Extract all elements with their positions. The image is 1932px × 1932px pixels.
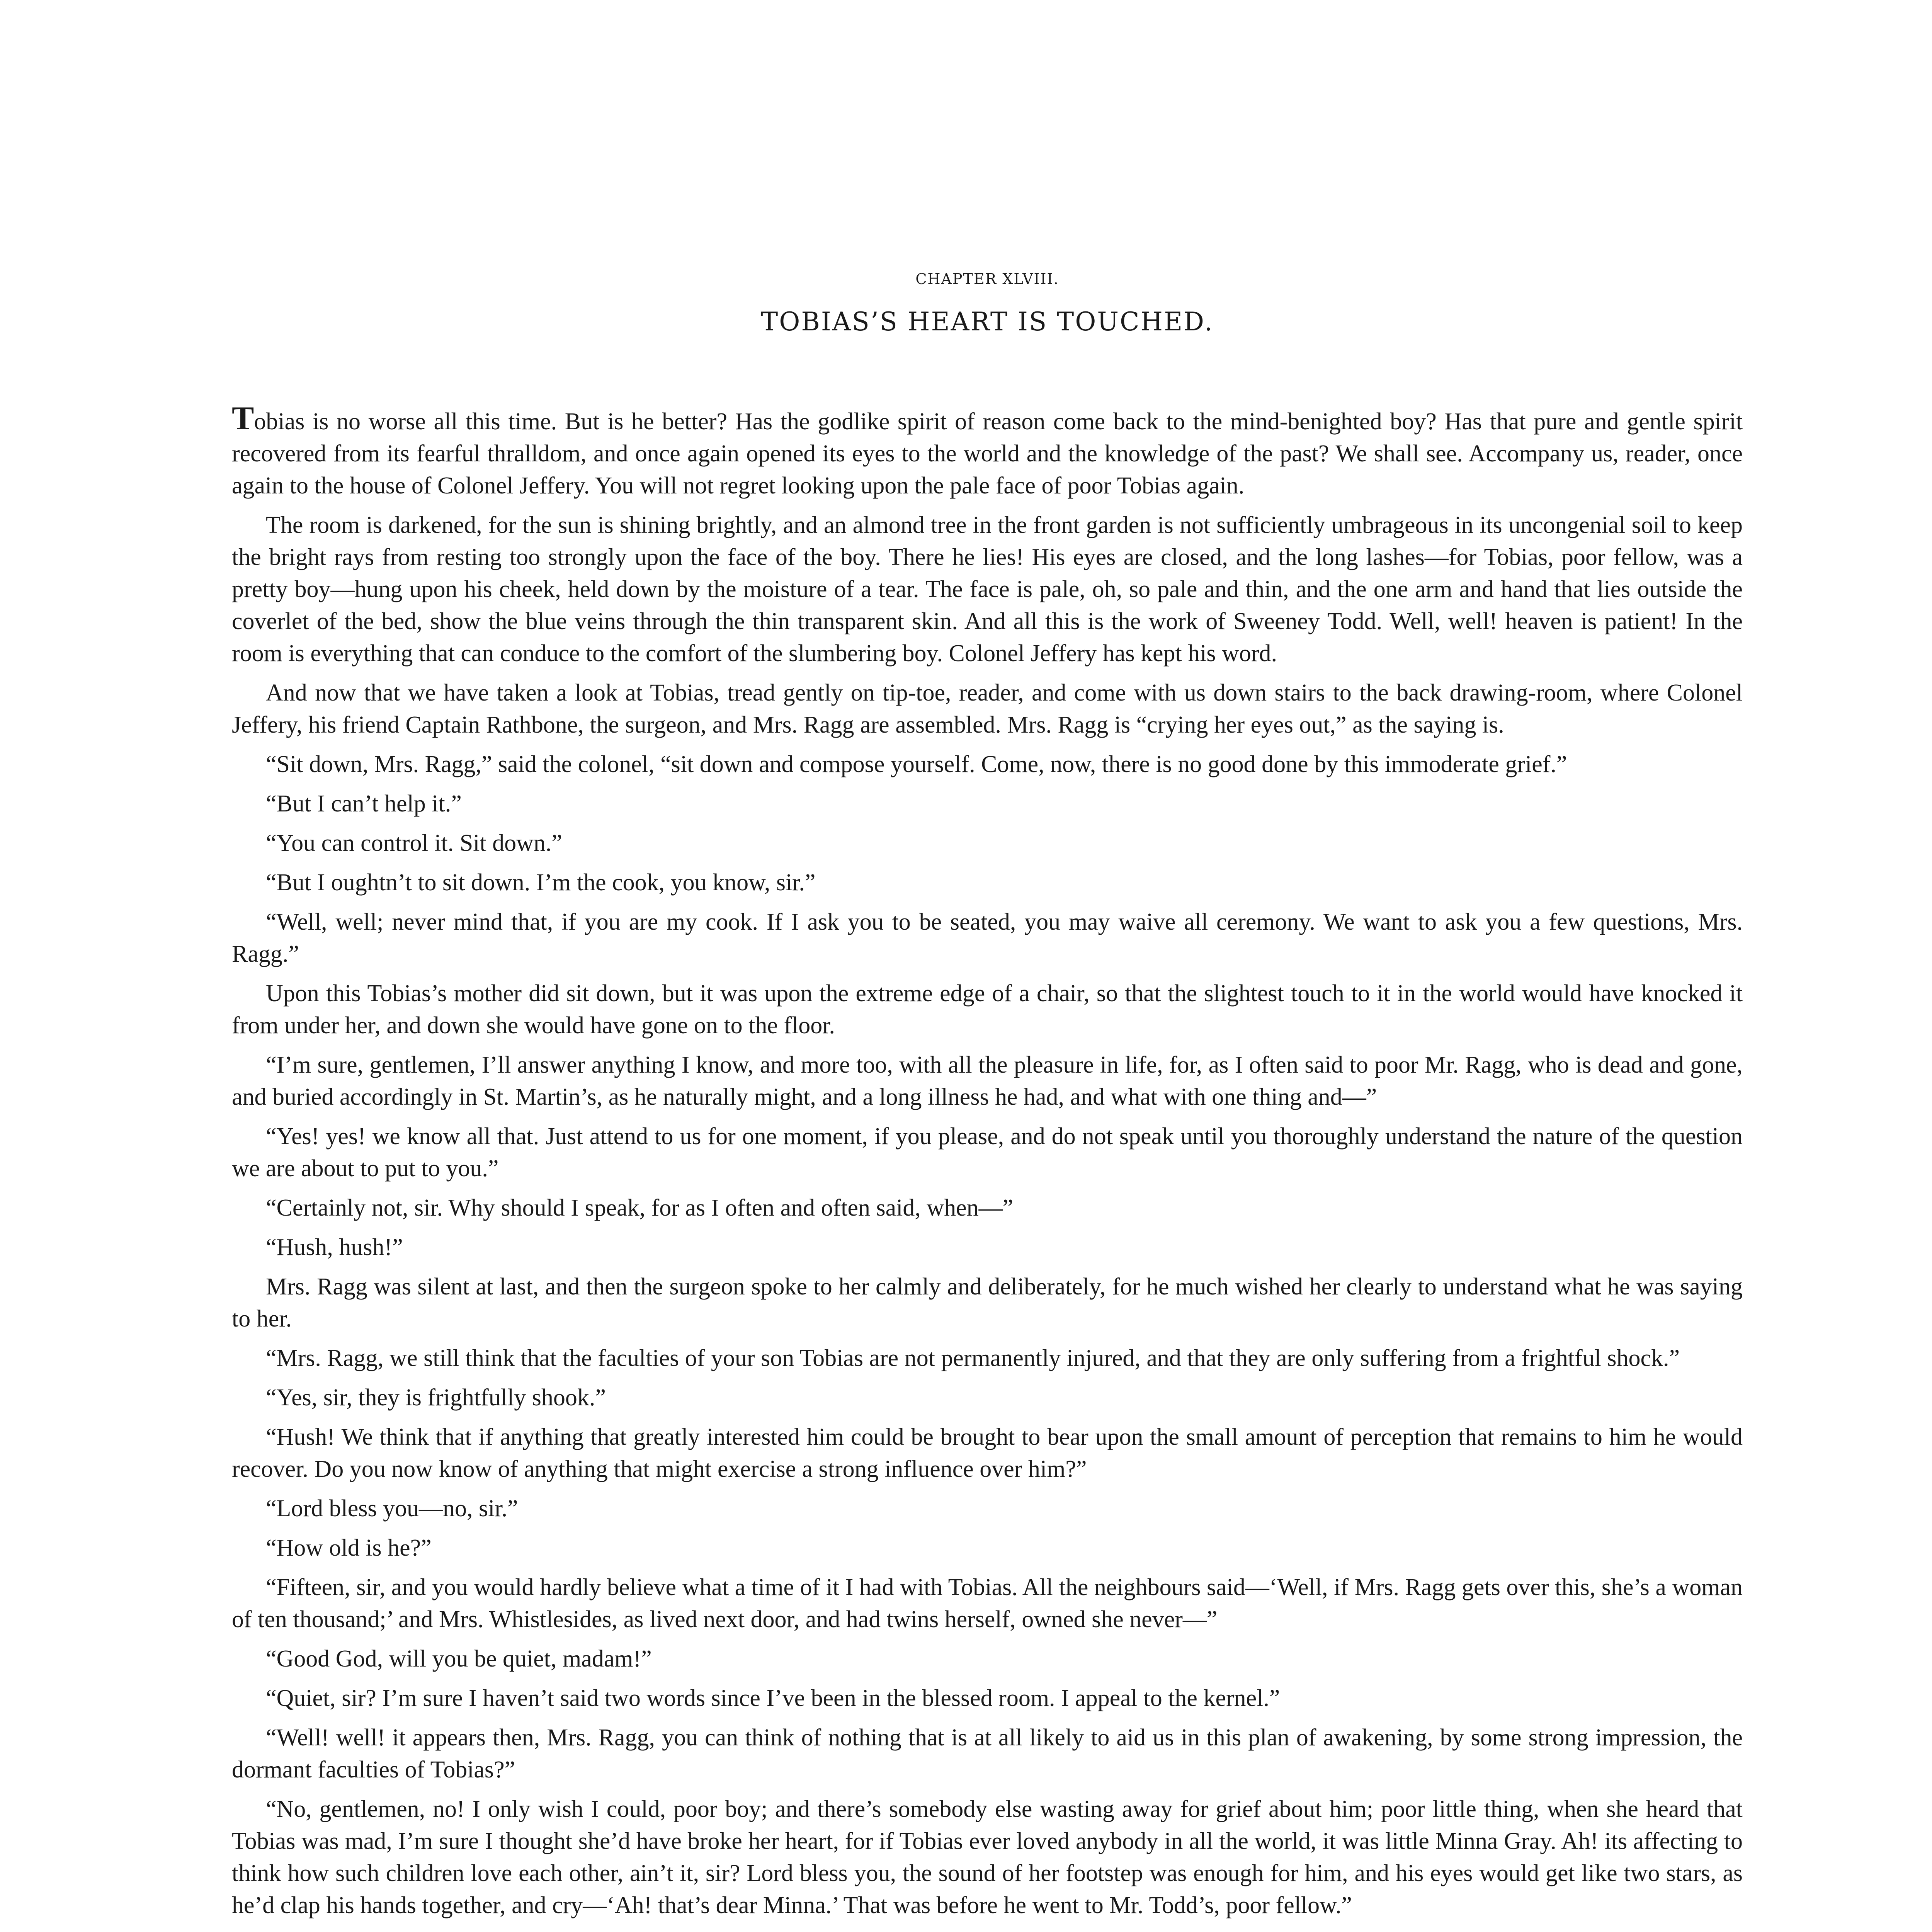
chapter-title: TOBIAS’S HEART IS TOUCHED. xyxy=(761,307,1214,337)
paragraph: “Lord bless you—no, sir.” xyxy=(266,1495,518,1522)
paragraph: “Yes! yes! we know all that. Just attend to us for one moment, if you please, and do not speak until you thoroughly understand the nature of the question we are about to put to you.” xyxy=(232,1123,1743,1182)
paragraph: “You can control it. Sit down.” xyxy=(266,830,562,856)
paragraph: “Well, well; never mind that, if you are my cook. If I ask you to be seated, you may waive all ceremony. We want to ask you a few questions, Mrs. Ragg.” xyxy=(232,909,1743,967)
paragraph: “Good God, will you be quiet, madam!” xyxy=(266,1646,652,1672)
chapter-body xyxy=(232,402,1743,1932)
paragraph: “Quiet, sir? I’m sure I haven’t said two words since I’ve been in the blessed room. I appeal to the kernel.” xyxy=(266,1685,1280,1711)
drop-cap: T xyxy=(232,400,254,437)
paragraph: Mrs. Ragg was silent at last, and then the surgeon spoke to her calmly and deliberately, for he much wished her clearly to understand what he was saying to her. xyxy=(232,1274,1743,1332)
paragraph: “How old is he?” xyxy=(266,1535,432,1561)
chapter-number: CHAPTER XLVIII. xyxy=(915,270,1059,287)
paragraph-1-text: obias is no worse all this time. But is he better? Has the godlike spirit of reason come back to the mind-benighted boy? Has that pure and gentle spirit recovered from its fearful thralldom, and once again opened its eyes to the world and the knowledge of the past? We shall see. Accompany us, reader, once again to the house of Colonel Jeffery. You will not regret looking upon the pale face of poor Tobias again. xyxy=(232,408,1743,499)
paragraph: “But I can’t help it.” xyxy=(266,791,462,817)
paragraph: “Fifteen, sir, and you would hardly believe what a time of it I had with Tobias. All the neighbours said—‘Well, if Mrs. Ragg gets over this, she’s a woman of ten thousand;’ and Mrs. Whistlesides, as lived next door, and had twins herself, owned she never—” xyxy=(232,1574,1743,1633)
paragraph: “No, gentlemen, no! I only wish I could, poor boy; and there’s somebody else wasting away for grief about him; poor little thing, when she heard that Tobias was mad, I’m sure I thought she’d have broke her heart, for if Tobias ever loved anybody in all the world, it was little Minna Gray. Ah! its affecting to think how such children love each other, ain’t it, sir? Lord bless you, the sound of her footstep was enough for him, and his eyes would get like two stars, as he’d clap his hands together, and cry—‘Ah! that’s dear Minna.’ That was before he went to Mr. Todd’s, poor fellow.” xyxy=(232,1796,1743,1918)
paragraph-1 xyxy=(232,402,1743,502)
paragraph: The room is darkened, for the sun is shining brightly, and an almond tree in the front garden is not sufficiently umbrageous in its uncongenial soil to keep the bright rays from resting too strongly upon the face of the boy. There he lies! His eyes are closed, and the long lashes—for Tobias, poor fellow, was a pretty boy—hung upon his cheek, held down by the moisture of a tear. The face is pale, oh, so pale and thin, and the one arm and hand that lies outside the coverlet of the bed, show the blue veins through the thin transparent skin. And all this is the work of Sweeney Todd. Well, well! heaven is patient! In the room is everything that can conduce to the comfort of the slumbering boy. Colonel Jeffery has kept his word. xyxy=(232,512,1743,667)
book-page xyxy=(232,270,1743,1932)
paragraph: “Yes, sir, they is frightfully shook.” xyxy=(266,1384,606,1411)
paragraph: “But I oughtn’t to sit down. I’m the cook, you know, sir.” xyxy=(266,869,816,896)
paragraph: “Hush, hush!” xyxy=(266,1234,403,1260)
paragraph: “Mrs. Ragg, we still think that the faculties of your son Tobias are not permanently injured, and that they are only suffering from a frightful shock.” xyxy=(266,1345,1680,1371)
paragraph: “Hush! We think that if anything that greatly interested him could be brought to bear upon the small amount of perception that remains to him he would recover. Do you now know of anything that might exercise a strong influence over him?” xyxy=(232,1424,1743,1482)
paragraph: “I’m sure, gentlemen, I’ll answer anything I know, and more too, with all the pleasure in life, for, as I often said to poor Mr. Ragg, who is dead and gone, and buried accordingly in St. Martin’s, as he naturally might, and a long illness he had, and what with one thing and—” xyxy=(232,1052,1743,1110)
paragraph: “Well! well! it appears then, Mrs. Ragg, you can think of nothing that is at all likely to aid us in this plan of awakening, by some strong impression, the dormant faculties of Tobias?” xyxy=(232,1725,1743,1783)
paragraph xyxy=(232,1929,1743,1932)
paragraph: “Certainly not, sir. Why should I speak, for as I often and often said, when—” xyxy=(266,1195,1014,1221)
paragraph: “Sit down, Mrs. Ragg,” said the colonel, “sit down and compose yourself. Come, now, there is no good done by this immoderate grief.” xyxy=(266,751,1567,777)
paragraph: Upon this Tobias’s mother did sit down, but it was upon the extreme edge of a chair, so that the slightest touch to it in the world would have knocked it from under her, and down she would have gone on to the floor. xyxy=(232,980,1743,1039)
paragraph: And now that we have taken a look at Tobias, tread gently on tip-toe, reader, and come with us down stairs to the back drawing-room, where Colonel Jeffery, his friend Captain Rathbone, the surgeon, and Mrs. Ragg are assembled. Mrs. Ragg is “crying her eyes out,” as the saying is. xyxy=(232,680,1743,738)
